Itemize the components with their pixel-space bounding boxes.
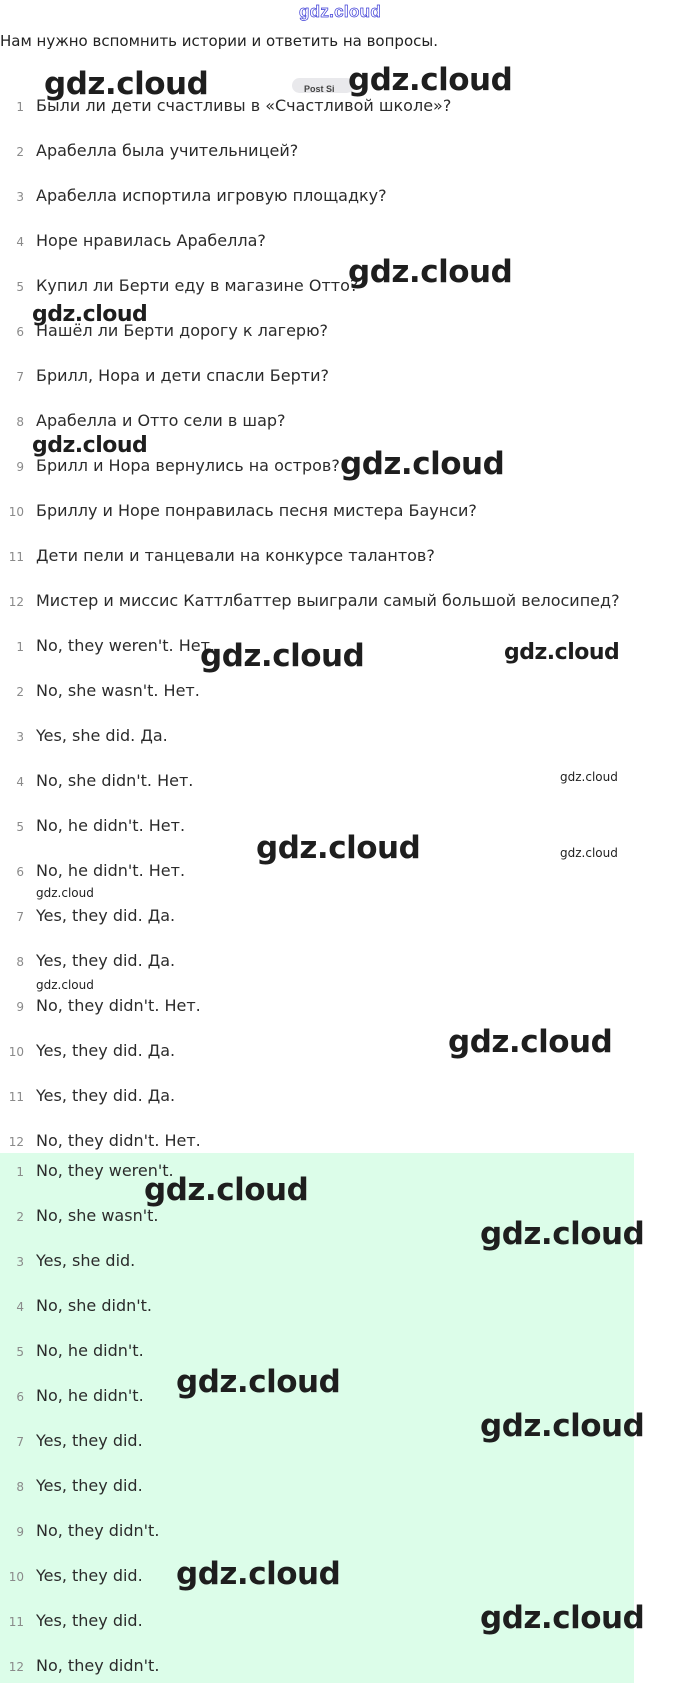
item-number: 4 [16, 775, 24, 789]
watermark: gdz.cloud [256, 830, 421, 866]
item-text: No, he didn't. [36, 1386, 144, 1405]
list-item [0, 943, 634, 988]
answers-with-translation-list [0, 628, 634, 1168]
item-text: Yes, she did. [36, 1251, 136, 1270]
post-button[interactable]: Post Si [292, 78, 354, 93]
item-number: 6 [16, 325, 24, 339]
item-number: 8 [16, 1480, 24, 1494]
item-text: Yes, they did. [36, 1566, 143, 1585]
item-number: 10 [8, 1045, 24, 1059]
item-text: Yes, they did. Да. [36, 906, 176, 925]
item-text: Брилл и Нора вернулись на остров? [36, 456, 340, 475]
item-number: 7 [16, 1435, 24, 1449]
list-item [0, 718, 634, 763]
item-text: Мистер и миссис Каттлбаттер выиграли самый большой велосипед? [36, 591, 620, 610]
item-number: 3 [16, 1255, 24, 1269]
watermark: gdz.cloud [560, 846, 618, 860]
item-text: No, they didn't. [36, 1656, 160, 1675]
item-text: No, they didn't. [36, 1521, 160, 1540]
item-number: 12 [8, 595, 24, 609]
item-text: Yes, she did. Да. [36, 726, 168, 745]
watermark: gdz.cloud [32, 302, 148, 327]
watermark: gdz.cloud [36, 978, 94, 992]
item-text: Нашёл ли Берти дорогу к лагерю? [36, 321, 329, 340]
item-number: 11 [8, 550, 24, 564]
list-item [0, 763, 634, 808]
watermark: gdz.cloud [340, 446, 505, 482]
item-text: Арабелла была учительницей? [36, 141, 299, 160]
item-number: 9 [16, 1000, 24, 1014]
item-number: 12 [8, 1660, 24, 1674]
item-text: No, they weren't. Нет. [36, 636, 216, 655]
watermark: gdz.cloud [504, 640, 620, 665]
item-number: 4 [16, 235, 24, 249]
intro-text: Нам нужно вспомнить истории и ответить на вопросы. [0, 32, 438, 50]
watermark: gdz.cloud [480, 1216, 645, 1252]
watermark: gdz.cloud [200, 638, 365, 674]
list-item [0, 493, 634, 538]
list-item [0, 223, 634, 268]
item-text: No, she wasn't. [36, 1206, 159, 1225]
item-text: No, she didn't. Нет. [36, 771, 194, 790]
item-number: 5 [16, 280, 24, 294]
item-text: Yes, they did. [36, 1476, 143, 1495]
item-text: No, they didn't. Нет. [36, 1131, 201, 1150]
watermark: gdz.cloud [448, 1024, 613, 1060]
item-number: 9 [16, 1525, 24, 1539]
list-item [0, 898, 634, 943]
item-text: Бриллу и Норе понравилась песня мистера Баунси? [36, 501, 477, 520]
item-text: Купил ли Берти еду в магазине Отто? [36, 276, 359, 295]
list-item [0, 1648, 634, 1693]
item-text: Были ли дети счастливы в «Счастливой школе»? [36, 96, 452, 115]
item-text: Yes, they did. Да. [36, 951, 176, 970]
item-text: Арабелла и Отто сели в шар? [36, 411, 286, 430]
site-logo[interactable]: gdz.cloud [298, 2, 382, 21]
item-number: 7 [16, 910, 24, 924]
item-number: 4 [16, 1300, 24, 1314]
watermark: gdz.cloud [176, 1556, 341, 1592]
item-number: 5 [16, 1345, 24, 1359]
item-number: 6 [16, 865, 24, 879]
watermark: gdz.cloud [176, 1364, 341, 1400]
list-item [0, 673, 634, 718]
list-item [0, 1513, 634, 1558]
watermark: gdz.cloud [44, 66, 209, 102]
item-number: 8 [16, 955, 24, 969]
item-number: 1 [16, 640, 24, 654]
item-number: 10 [8, 1570, 24, 1584]
item-text: No, she wasn't. Нет. [36, 681, 200, 700]
item-text: Yes, they did. Да. [36, 1086, 176, 1105]
list-item [0, 1153, 634, 1198]
watermark: gdz.cloud [32, 433, 148, 458]
watermark: gdz.cloud [36, 886, 94, 900]
list-item [0, 1078, 634, 1123]
list-item [0, 1468, 634, 1513]
item-text: Дети пели и танцевали на конкурсе талантов? [36, 546, 435, 565]
item-number: 10 [8, 505, 24, 519]
item-text: Yes, they did. Да. [36, 1041, 176, 1060]
item-text: Брилл, Нора и дети спасли Берти? [36, 366, 329, 385]
item-text: No, he didn't. Нет. [36, 816, 186, 835]
item-number: 6 [16, 1390, 24, 1404]
list-item [0, 1288, 634, 1333]
item-number: 3 [16, 730, 24, 744]
item-text: Yes, they did. [36, 1611, 143, 1630]
item-number: 11 [8, 1615, 24, 1629]
questions-list [0, 88, 634, 628]
item-text: No, they weren't. [36, 1161, 174, 1180]
item-number: 9 [16, 460, 24, 474]
item-number: 5 [16, 820, 24, 834]
item-text: No, they didn't. Нет. [36, 996, 201, 1015]
list-item [0, 133, 634, 178]
item-number: 3 [16, 190, 24, 204]
item-number: 8 [16, 415, 24, 429]
list-item [0, 178, 634, 223]
watermark: gdz.cloud [480, 1600, 645, 1636]
item-text: No, he didn't. [36, 1341, 144, 1360]
item-text: Арабелла испортила игровую площадку? [36, 186, 387, 205]
item-number: 1 [16, 100, 24, 114]
watermark: gdz.cloud [348, 62, 513, 98]
item-number: 2 [16, 685, 24, 699]
list-item [0, 358, 634, 403]
item-text: Норе нравилась Арабелла? [36, 231, 266, 250]
watermark: gdz.cloud [144, 1172, 309, 1208]
item-number: 12 [8, 1135, 24, 1149]
watermark: gdz.cloud [560, 770, 618, 784]
item-text: No, he didn't. Нет. [36, 861, 186, 880]
item-number: 2 [16, 145, 24, 159]
watermark: gdz.cloud [480, 1408, 645, 1444]
list-item [0, 583, 634, 628]
item-number: 2 [16, 1210, 24, 1224]
item-number: 7 [16, 370, 24, 384]
list-item [0, 538, 634, 583]
item-number: 11 [8, 1090, 24, 1104]
item-text: Yes, they did. [36, 1431, 143, 1450]
item-number: 1 [16, 1165, 24, 1179]
item-text: No, she didn't. [36, 1296, 152, 1315]
watermark: gdz.cloud [348, 254, 513, 290]
